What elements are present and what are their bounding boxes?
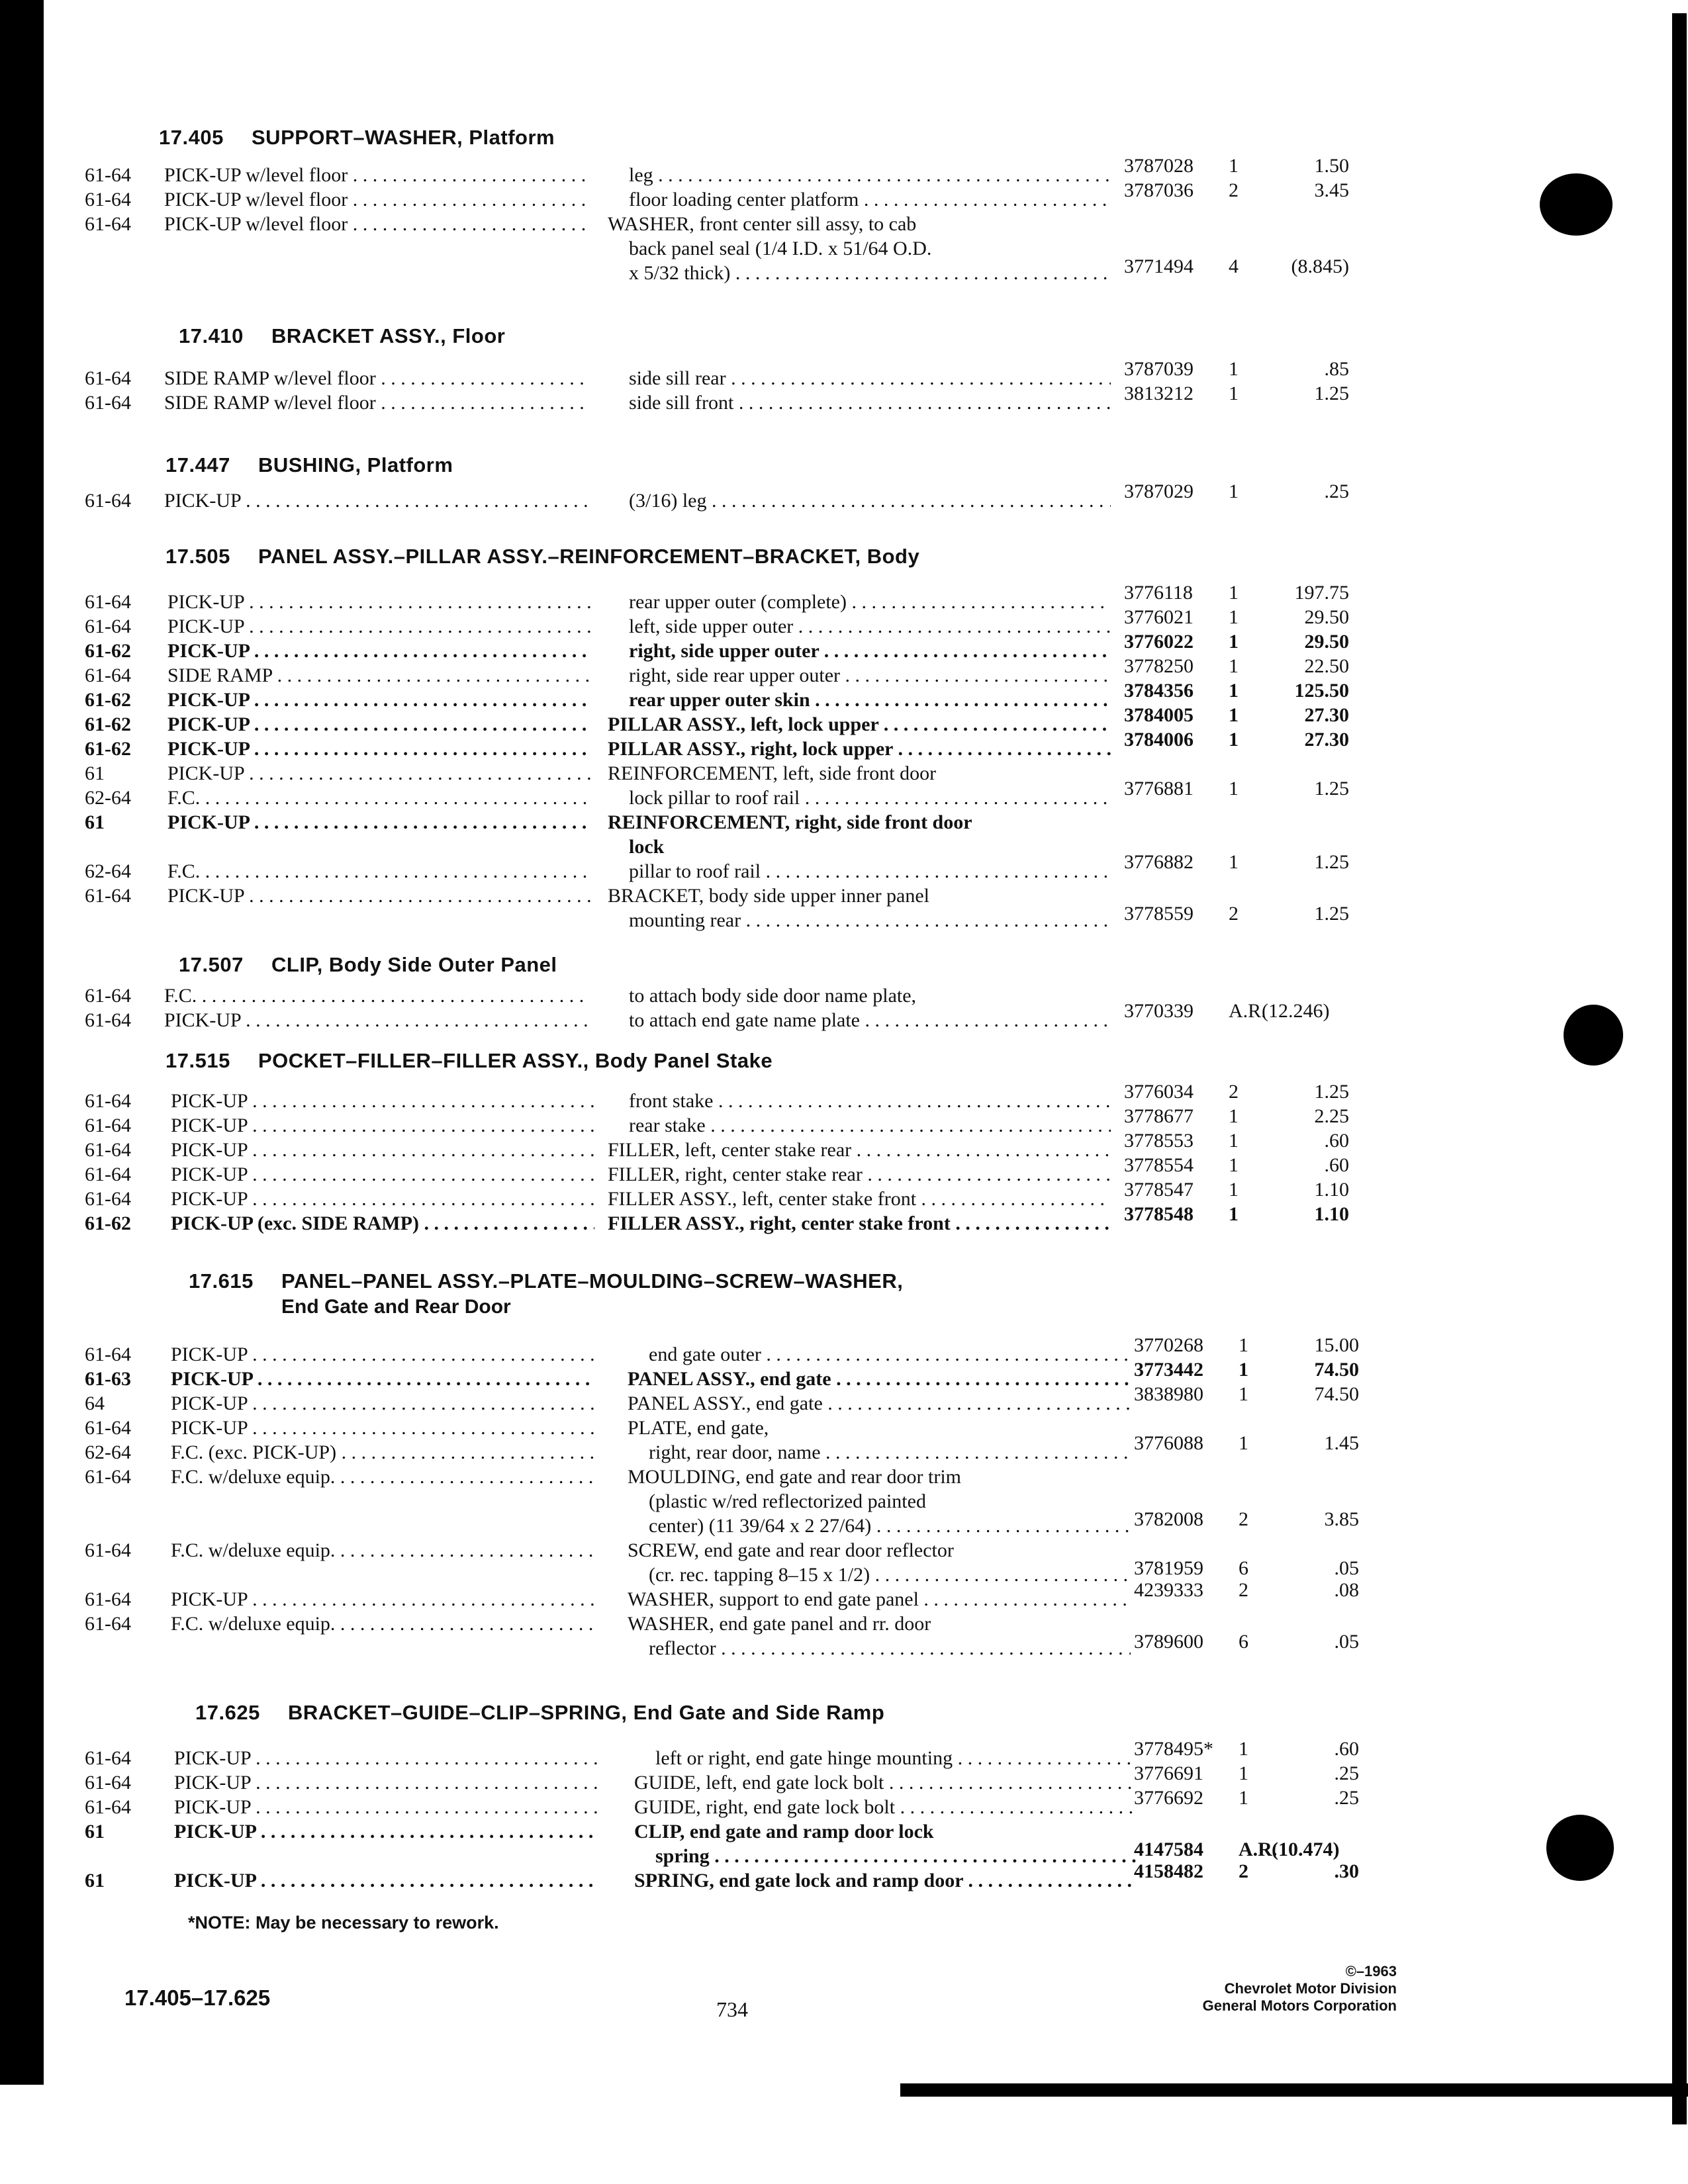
part-number: 4147584 (1134, 1839, 1203, 1860)
part-description: WASHER, front center sill assy, to cab (608, 213, 917, 235)
model-years: 61-64 (85, 1539, 131, 1561)
model-name: SIDE RAMP . . . (167, 664, 591, 687)
model-name: PICK-UP . . . (167, 811, 591, 834)
section-number: 17.410 (179, 324, 244, 347)
quantity: 1 (1229, 480, 1239, 502)
section-title: PANEL ASSY.–PILLAR ASSY.–REINFORCEMENT–BRACKET, Body (258, 545, 920, 568)
model-name: F.C. w/deluxe equip. . . . (171, 1539, 594, 1562)
part-number: 3787039 (1124, 358, 1194, 380)
part-number: 3784356 (1124, 680, 1194, 702)
part-number: 3789600 (1134, 1631, 1203, 1653)
part-description: left, side upper outer . . . (629, 615, 1111, 638)
scan-margin-bottom (0, 2124, 1688, 2184)
quantity: 1 (1239, 1432, 1248, 1454)
model-years: 61-64 (85, 1139, 131, 1161)
price: .05 (1334, 1557, 1359, 1579)
model-name: PICK-UP . . . (174, 1747, 598, 1770)
part-description: side sill rear . . . (629, 367, 1111, 390)
part-description: PANEL ASSY., end gate . . . (628, 1368, 1131, 1390)
part-description: GUIDE, right, end gate lock bolt . . . (634, 1796, 1137, 1819)
section-heading (179, 953, 557, 977)
rework-note: *NOTE: May be necessary to rework. (188, 1913, 499, 1933)
part-description: floor loading center platform . . . (629, 189, 1111, 211)
part-description: leg . . . (629, 164, 1111, 187)
part-number: 3778554 (1124, 1154, 1194, 1176)
model-years: 61-64 (85, 213, 131, 235)
quantity: 6 (1239, 1631, 1248, 1653)
part-number: 3778547 (1124, 1179, 1194, 1201)
part-number: 3778559 (1124, 903, 1194, 925)
quantity: 1 (1229, 655, 1239, 677)
part-description: mounting rear . . . (629, 909, 1111, 932)
model-years: 62-64 (85, 860, 131, 882)
page-number: 734 (716, 1997, 748, 2021)
part-description: side sill front . . . (629, 392, 1111, 414)
part-description: pillar to roof rail . . . (629, 860, 1111, 883)
part-number: 4158482 (1134, 1860, 1203, 1882)
part-number: 3776881 (1124, 778, 1194, 799)
quantity: 1 (1229, 851, 1239, 873)
quantity: 1 (1229, 1154, 1239, 1176)
part-description: lock (629, 836, 665, 858)
section-number: 17.625 (195, 1701, 260, 1724)
model-years: 61-64 (85, 591, 131, 613)
price: .08 (1334, 1579, 1359, 1601)
model-years: 61-62 (85, 738, 131, 760)
price: 197.75 (1294, 582, 1349, 604)
binder-hole (1546, 1815, 1614, 1881)
model-years: 61-64 (85, 1417, 131, 1439)
price: 1.10 (1314, 1203, 1349, 1225)
model-years: 61-64 (85, 164, 131, 186)
quantity: 2 (1239, 1579, 1248, 1601)
part-description: rear stake . . . (629, 1115, 1111, 1137)
model-name: PICK-UP . . . (164, 490, 588, 512)
part-description: PANEL ASSY., end gate . . . (628, 1392, 1131, 1415)
section-title: PANEL–PANEL ASSY.–PLATE–MOULDING–SCREW–WASHER, (281, 1269, 904, 1293)
model-name: PICK-UP . . . (171, 1368, 594, 1390)
part-number: 3773442 (1134, 1359, 1203, 1381)
model-years: 61-64 (85, 189, 131, 210)
price: 2.25 (1314, 1105, 1349, 1127)
part-number: 3778548 (1124, 1203, 1194, 1225)
part-number: 3838980 (1134, 1383, 1203, 1405)
model-years: 61-64 (85, 490, 131, 512)
price: 1.25 (1314, 851, 1349, 873)
model-years: 64 (85, 1392, 105, 1414)
model-years: 61 (85, 1870, 105, 1891)
price: 74.50 (1314, 1359, 1359, 1381)
model-name: PICK-UP . . . (167, 689, 591, 711)
price: .85 (1324, 358, 1349, 380)
part-description: WASHER, end gate panel and rr. door (628, 1613, 931, 1635)
model-name: PICK-UP . . . (171, 1139, 594, 1161)
model-name: F.C. . . . (164, 985, 588, 1007)
part-description: spring . . . (655, 1845, 1137, 1868)
part-description: BRACKET, body side upper inner panel (608, 885, 930, 907)
copyright: ©–1963 (1345, 1963, 1397, 1979)
model-name: PICK-UP . . . (171, 1163, 594, 1186)
model-name: PICK-UP . . . (171, 1392, 594, 1415)
part-description: left or right, end gate hinge mounting . . . (655, 1747, 1137, 1770)
part-description: PLATE, end gate, (628, 1417, 769, 1439)
model-years: 61-64 (85, 1343, 131, 1365)
binder-hole (1564, 1005, 1623, 1066)
quantity: 1 (1239, 1359, 1248, 1381)
binder-hole (1540, 173, 1613, 236)
model-years: 61-64 (85, 664, 131, 686)
price: 1.25 (1314, 778, 1349, 799)
model-name: PICK-UP . . . (167, 713, 591, 736)
model-name: PICK-UP . . . (171, 1090, 594, 1113)
part-description: to attach body side door name plate, (629, 985, 917, 1007)
model-years: 61-62 (85, 689, 131, 711)
part-number: 3770339 (1124, 1000, 1194, 1022)
part-description: FILLER, right, center stake rear . . . (608, 1163, 1111, 1186)
model-years: 61-64 (85, 367, 131, 389)
part-number: 3778495* (1134, 1738, 1213, 1760)
section-heading (159, 126, 555, 150)
price: 22.50 (1304, 655, 1349, 677)
model-years: 61-64 (85, 1163, 131, 1185)
part-description: PILLAR ASSY., left, lock upper . . . (608, 713, 1111, 736)
part-number: 3776118 (1124, 582, 1193, 604)
price: (8.845) (1291, 255, 1349, 277)
model-years: 61-62 (85, 713, 131, 735)
model-name: PICK-UP . . . (174, 1772, 598, 1794)
part-description: center) (11 39/64 x 2 27/64) . . . (649, 1515, 1131, 1537)
model-name: PICK-UP . . . (164, 1009, 588, 1032)
quantity: 1 (1229, 582, 1239, 604)
model-years: 61-62 (85, 640, 131, 662)
price: 125.50 (1294, 680, 1349, 702)
quantity: 1 (1229, 704, 1239, 726)
section-title: BUSHING, Platform (258, 453, 453, 477)
price: 27.30 (1304, 729, 1349, 751)
model-years: 61-64 (85, 1588, 131, 1610)
price: (12.246) (1262, 1000, 1330, 1022)
part-number: 3781959 (1134, 1557, 1203, 1579)
corporation: General Motors Corporation (1202, 1997, 1397, 2014)
quantity: 1 (1229, 358, 1239, 380)
model-name: F.C. w/deluxe equip. . . . (171, 1613, 594, 1635)
model-years: 61-64 (85, 885, 131, 907)
model-years: 61 (85, 762, 105, 784)
model-years: 61-64 (85, 392, 131, 414)
publisher-block (1125, 1963, 1397, 2015)
scan-edge-right (1672, 13, 1687, 2131)
quantity: A.R. (1229, 1000, 1266, 1022)
model-name: F.C. . . . (167, 787, 591, 809)
part-description: FILLER ASSY., left, center stake front . . . (608, 1188, 1111, 1210)
division: Chevrolet Motor Division (1224, 1980, 1397, 1997)
section-heading (189, 1269, 903, 1293)
part-number: 3776034 (1124, 1081, 1194, 1103)
quantity: 1 (1229, 680, 1239, 702)
section-title: BRACKET–GUIDE–CLIP–SPRING, End Gate and Side Ramp (288, 1701, 885, 1724)
model-name: PICK-UP . . . (174, 1796, 598, 1819)
section-number: 17.505 (165, 545, 230, 568)
quantity: 6 (1239, 1557, 1248, 1579)
part-description: REINFORCEMENT, right, side front door (608, 811, 972, 833)
part-number: 3771494 (1124, 255, 1194, 277)
price: .60 (1324, 1154, 1349, 1176)
section-heading (165, 453, 453, 477)
part-number: 3784006 (1124, 729, 1194, 751)
part-number: 3778553 (1124, 1130, 1194, 1152)
model-name: F.C. w/deluxe equip. . . . (171, 1466, 594, 1488)
model-name: PICK-UP . . . (167, 762, 591, 785)
part-description: back panel seal (1/4 I.D. x 51/64 O.D. (629, 238, 932, 259)
section-number: 17.447 (165, 453, 230, 477)
price: .30 (1334, 1860, 1359, 1882)
model-years: 61-64 (85, 1613, 131, 1635)
section-heading (165, 1049, 773, 1073)
part-number: 3782008 (1134, 1508, 1203, 1530)
part-number: 3787029 (1124, 480, 1194, 502)
part-description: MOULDING, end gate and rear door trim (628, 1466, 962, 1488)
quantity: 1 (1229, 631, 1239, 653)
model-years: 61-63 (85, 1368, 131, 1390)
model-years: 62-64 (85, 1441, 131, 1463)
quantity: 2 (1239, 1508, 1248, 1530)
model-years: 61-64 (85, 1466, 131, 1488)
model-name: PICK-UP . . . (171, 1343, 594, 1366)
part-description: front stake . . . (629, 1090, 1111, 1113)
section-subtitle: End Gate and Rear Door (281, 1296, 511, 1318)
part-description: PILLAR ASSY., right, lock upper . . . (608, 738, 1111, 760)
model-years: 61-64 (85, 1796, 131, 1818)
section-title: BRACKET ASSY., Floor (271, 324, 506, 347)
price: 1.50 (1314, 155, 1349, 177)
model-years: 61-64 (85, 1009, 131, 1031)
quantity: 1 (1229, 155, 1239, 177)
price: 27.30 (1304, 704, 1349, 726)
price: .25 (1324, 480, 1349, 502)
model-name: F.C. (exc. PICK-UP) . . . (171, 1441, 594, 1464)
price: 74.50 (1314, 1383, 1359, 1405)
model-name: PICK-UP w/level floor . . . (164, 164, 588, 187)
model-years: 61-64 (85, 1772, 131, 1794)
quantity: 1 (1239, 1738, 1248, 1760)
model-name: F.C. . . . (167, 860, 591, 883)
quantity: 1 (1239, 1762, 1248, 1784)
price: 1.25 (1314, 1081, 1349, 1103)
model-years: 61-64 (85, 1188, 131, 1210)
part-number: 3787028 (1124, 155, 1194, 177)
part-description: rear upper outer skin . . . (629, 689, 1111, 711)
section-heading (165, 545, 919, 569)
model-years: 61-62 (85, 1212, 131, 1234)
part-number: 3778677 (1124, 1105, 1194, 1127)
part-description: lock pillar to roof rail . . . (629, 787, 1111, 809)
part-number: 4239333 (1134, 1579, 1203, 1601)
model-years: 61 (85, 1821, 105, 1843)
model-name: PICK-UP . . . (167, 615, 591, 638)
part-number: 3776088 (1134, 1432, 1203, 1454)
section-title: CLIP, Body Side Outer Panel (271, 953, 557, 976)
model-name: PICK-UP . . . (174, 1870, 598, 1892)
model-years: 61-64 (85, 1115, 131, 1136)
quantity: 1 (1229, 383, 1239, 404)
section-number: 17.615 (189, 1269, 254, 1293)
part-description: FILLER ASSY., right, center stake front . . . (608, 1212, 1111, 1235)
part-description: WASHER, support to end gate panel . . . (628, 1588, 1131, 1611)
model-name: SIDE RAMP w/level floor . . . (164, 392, 588, 414)
model-name: PICK-UP . . . (167, 640, 591, 662)
part-description: CLIP, end gate and ramp door lock (634, 1821, 934, 1843)
part-description: GUIDE, left, end gate lock bolt . . . (634, 1772, 1137, 1794)
quantity: 2 (1229, 903, 1239, 925)
model-years: 61-64 (85, 1747, 131, 1769)
part-description: (plastic w/red reflectorized painted (649, 1490, 926, 1512)
price: 29.50 (1304, 606, 1349, 628)
quantity: 1 (1229, 1179, 1239, 1201)
section-heading (179, 324, 505, 348)
part-description: (3/16) leg . . . (629, 490, 1111, 512)
model-years: 61 (85, 811, 105, 833)
quantity: 1 (1229, 1130, 1239, 1152)
section-heading (195, 1701, 884, 1725)
part-description: x 5/32 thick) . . . (629, 262, 1111, 285)
quantity: 1 (1229, 1203, 1239, 1225)
price: 1.45 (1324, 1432, 1359, 1454)
part-description: to attach end gate name plate . . . (629, 1009, 1111, 1032)
price: .60 (1334, 1738, 1359, 1760)
price: .05 (1334, 1631, 1359, 1653)
quantity: 1 (1229, 606, 1239, 628)
part-description: SPRING, end gate lock and ramp door . . . (634, 1870, 1137, 1892)
part-number: 3776882 (1124, 851, 1194, 873)
model-name: PICK-UP . . . (171, 1188, 594, 1210)
quantity: 2 (1239, 1860, 1248, 1882)
part-description: right, side rear upper outer . . . (629, 664, 1111, 687)
quantity: 2 (1229, 179, 1239, 201)
model-name: PICK-UP . . . (167, 885, 591, 907)
price: 1.25 (1314, 903, 1349, 925)
quantity: 1 (1239, 1787, 1248, 1809)
model-name: PICK-UP (exc. SIDE RAMP) . . . (171, 1212, 594, 1235)
section-number: 17.405 (159, 126, 224, 149)
part-number: 3784005 (1124, 704, 1194, 726)
section-number: 17.515 (165, 1049, 230, 1072)
quantity: A.R. (1239, 1839, 1278, 1860)
model-years: 62-64 (85, 787, 131, 809)
quantity: 1 (1239, 1334, 1248, 1356)
part-description: right, rear door, name . . . (649, 1441, 1131, 1464)
price: 3.85 (1324, 1508, 1359, 1530)
part-number: 3787036 (1124, 179, 1194, 201)
part-description: end gate outer . . . (649, 1343, 1131, 1366)
price: .25 (1334, 1787, 1359, 1809)
scan-edge-left (0, 0, 44, 2085)
quantity: 1 (1229, 1105, 1239, 1127)
part-number: 3770268 (1134, 1334, 1203, 1356)
model-name: PICK-UP . . . (171, 1115, 594, 1137)
model-years: 61-64 (85, 615, 131, 637)
price: 1.25 (1314, 383, 1349, 404)
part-description: rear upper outer (complete) . . . (629, 591, 1111, 614)
quantity: 1 (1229, 778, 1239, 799)
part-number: 3776692 (1134, 1787, 1203, 1809)
price: .60 (1324, 1130, 1349, 1152)
part-number: 3813212 (1124, 383, 1194, 404)
model-name: SIDE RAMP w/level floor . . . (164, 367, 588, 390)
model-name: PICK-UP . . . (171, 1588, 594, 1611)
part-number: 3776691 (1134, 1762, 1203, 1784)
quantity: 4 (1229, 255, 1239, 277)
price: 1.10 (1314, 1179, 1349, 1201)
part-description: FILLER, left, center stake rear . . . (608, 1139, 1111, 1161)
price: (10.474) (1272, 1839, 1340, 1860)
quantity: 2 (1229, 1081, 1239, 1103)
section-title: POCKET–FILLER–FILLER ASSY., Body Panel Stake (258, 1049, 773, 1072)
model-years: 61-64 (85, 1090, 131, 1112)
part-number: 3778250 (1124, 655, 1194, 677)
part-number: 3776021 (1124, 606, 1194, 628)
part-description: SCREW, end gate and rear door reflector (628, 1539, 954, 1561)
part-description: reflector . . . (649, 1637, 1131, 1660)
model-name: PICK-UP w/level floor . . . (164, 213, 588, 236)
model-name: PICK-UP . . . (171, 1417, 594, 1439)
scan-edge-bottom (900, 2083, 1688, 2097)
model-name: PICK-UP . . . (167, 591, 591, 614)
price: 29.50 (1304, 631, 1349, 653)
part-description: right, side upper outer . . . (629, 640, 1111, 662)
section-number: 17.507 (179, 953, 244, 976)
part-number: 3776022 (1124, 631, 1194, 653)
quantity: 1 (1229, 729, 1239, 751)
page-range: 17.405–17.625 (124, 1985, 271, 2010)
model-name: PICK-UP w/level floor . . . (164, 189, 588, 211)
part-description: REINFORCEMENT, left, side front door (608, 762, 937, 784)
part-description: (cr. rec. tapping 8–15 x 1/2) . . . (649, 1564, 1131, 1586)
model-name: PICK-UP . . . (174, 1821, 598, 1843)
price: .25 (1334, 1762, 1359, 1784)
section-title: SUPPORT–WASHER, Platform (252, 126, 555, 149)
price: 3.45 (1314, 179, 1349, 201)
model-name: PICK-UP . . . (167, 738, 591, 760)
quantity: 1 (1239, 1383, 1248, 1405)
price: 15.00 (1314, 1334, 1359, 1356)
model-years: 61-64 (85, 985, 131, 1007)
